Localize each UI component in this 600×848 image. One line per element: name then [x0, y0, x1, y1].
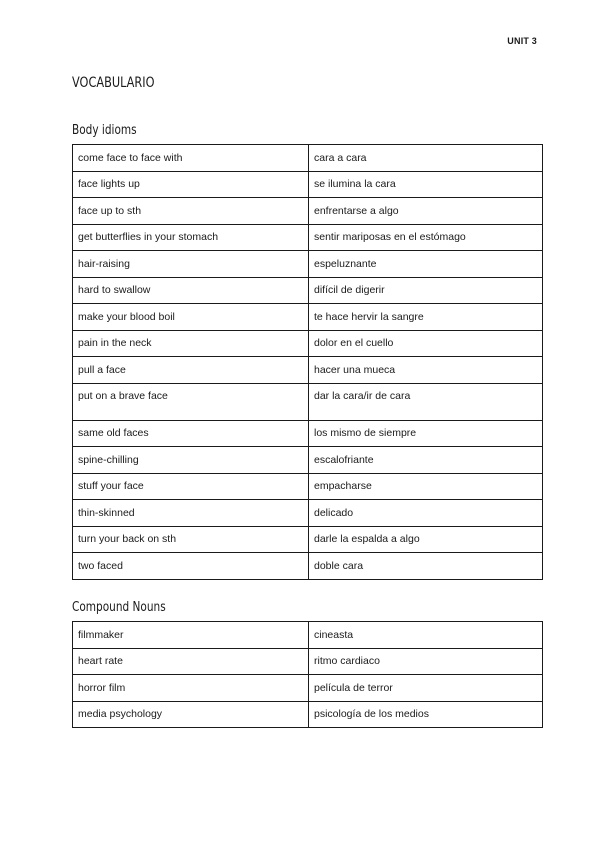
spanish-term: dar la cara/ir de cara: [309, 383, 543, 420]
section-title-compound-nouns: Compound Nouns: [72, 599, 166, 615]
table-row: [73, 526, 543, 553]
english-term: same old faces: [73, 420, 309, 447]
table-row: [73, 277, 543, 304]
spanish-term: sentir mariposas en el estómago: [309, 224, 543, 251]
table-row: [73, 224, 543, 251]
english-term: pull a face: [73, 357, 309, 384]
table-row: [73, 330, 543, 357]
spanish-term: escalofriante: [309, 447, 543, 474]
spanish-term: doble cara: [309, 553, 543, 580]
english-term: put on a brave face: [73, 383, 309, 420]
spanish-term: los mismo de siempre: [309, 420, 543, 447]
spanish-term: delicado: [309, 500, 543, 527]
spanish-term: enfrentarse a algo: [309, 198, 543, 225]
page-title: VOCABULARIO: [72, 75, 155, 91]
english-term: make your blood boil: [73, 304, 309, 331]
table-row: [73, 357, 543, 384]
table-row: [73, 675, 543, 702]
spanish-term: psicología de los medios: [309, 701, 543, 728]
spanish-term: película de terror: [309, 675, 543, 702]
english-term: get butterflies in your stomach: [73, 224, 309, 251]
spanish-term: ritmo cardiaco: [309, 648, 543, 675]
english-term: heart rate: [73, 648, 309, 675]
english-term: filmmaker: [73, 622, 309, 649]
spanish-term: espeluznante: [309, 251, 543, 278]
compound-nouns-table: [72, 621, 543, 728]
table-row: [73, 171, 543, 198]
table-row: [73, 473, 543, 500]
table-row: [73, 701, 543, 728]
spanish-term: se ilumina la cara: [309, 171, 543, 198]
english-term: two faced: [73, 553, 309, 580]
spanish-term: dolor en el cuello: [309, 330, 543, 357]
spanish-term: cineasta: [309, 622, 543, 649]
table-row: [73, 447, 543, 474]
table-row: [73, 304, 543, 331]
english-term: face lights up: [73, 171, 309, 198]
table-row: [73, 622, 543, 649]
english-term: come face to face with: [73, 145, 309, 172]
table-row: [73, 500, 543, 527]
english-term: spine-chilling: [73, 447, 309, 474]
english-term: face up to sth: [73, 198, 309, 225]
english-term: media psychology: [73, 701, 309, 728]
section-title-body-idioms: Body idioms: [72, 122, 137, 138]
table-row: [73, 553, 543, 580]
spanish-term: hacer una mueca: [309, 357, 543, 384]
table-row: [73, 648, 543, 675]
unit-label: UNIT 3: [507, 36, 537, 46]
english-term: horror film: [73, 675, 309, 702]
english-term: hair-raising: [73, 251, 309, 278]
spanish-term: empacharse: [309, 473, 543, 500]
table-row: [73, 251, 543, 278]
spanish-term: darle la espalda a algo: [309, 526, 543, 553]
table-row: [73, 420, 543, 447]
table-row: [73, 198, 543, 225]
body-idioms-table: [72, 144, 543, 580]
english-term: hard to swallow: [73, 277, 309, 304]
english-term: turn your back on sth: [73, 526, 309, 553]
english-term: pain in the neck: [73, 330, 309, 357]
english-term: thin-skinned: [73, 500, 309, 527]
spanish-term: cara a cara: [309, 145, 543, 172]
table-row: [73, 383, 543, 420]
spanish-term: te hace hervir la sangre: [309, 304, 543, 331]
table-row: [73, 145, 543, 172]
spanish-term: difícil de digerir: [309, 277, 543, 304]
english-term: stuff your face: [73, 473, 309, 500]
